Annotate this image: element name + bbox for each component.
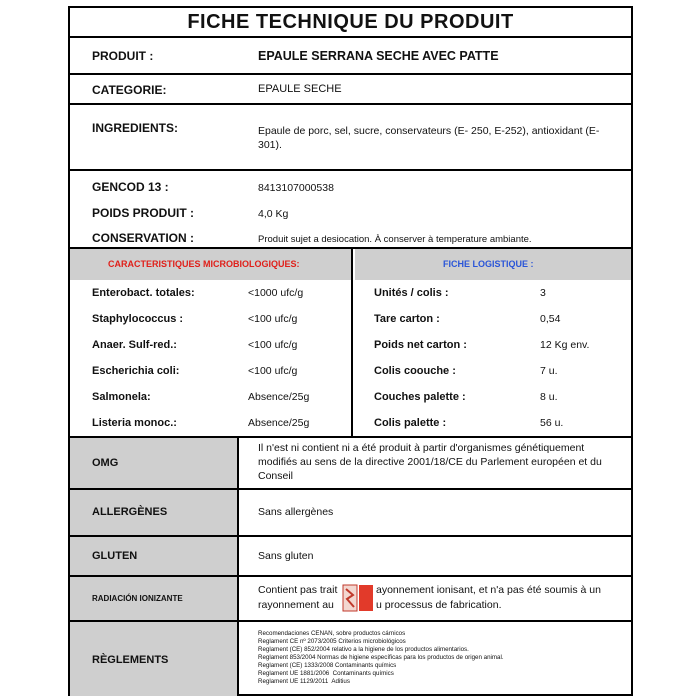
reglements-line: Reglament UE 1129/2011 Aditius	[258, 678, 350, 685]
sheet-title: FICHE TECHNIQUE DU PRODUIT	[70, 8, 631, 38]
row-identification	[70, 171, 631, 249]
logistique-row-value: 8 u.	[540, 391, 558, 403]
micro-row-label: Listeria monoc.:	[92, 417, 177, 429]
micro-row-value: Absence/25g	[248, 391, 310, 403]
irradiation-warning-icon	[341, 583, 375, 613]
micro-header: CARACTERISTIQUES MICROBIOLOGIQUES:	[108, 259, 300, 269]
ingredients-line2: 301).	[258, 139, 282, 151]
reglements-line: Reglament CE nº 2073/2005 Criterios microbiológicos	[258, 638, 406, 645]
reglements-label: RÈGLEMENTS	[92, 654, 169, 666]
logistique-row-value: 12 Kg env.	[540, 339, 590, 351]
categorie-value: EPAULE SECHE	[258, 83, 342, 95]
allergenes-label: ALLERGÈNES	[92, 506, 168, 518]
conservation-label: CONSERVATION :	[92, 231, 195, 245]
radiacion-line1b: ayonnement ionisant, et n'a pas été soumis à un	[376, 584, 601, 596]
omg-line1: Il n'est ni contient ni a été produit à partir d'organismes génétiquement	[258, 442, 585, 454]
radiacion-line1a: Contient pas trait	[258, 584, 338, 596]
radiacion-label: RADIACIÓN IONIZANTE	[92, 594, 183, 603]
poids-value: 4,0 Kg	[258, 208, 289, 220]
radiacion-line2a: rayonnement au	[258, 599, 334, 611]
ingredients-label: INGREDIENTS:	[92, 121, 179, 135]
gencod-label: GENCOD 13 :	[92, 180, 169, 194]
row-micro-logistique	[70, 249, 631, 438]
conservation-value: Produit sujet a desiocation. À conserver à temperature ambiante.	[258, 234, 532, 245]
micro-row-value: Absence/25g	[248, 417, 310, 429]
micro-row-label: Salmonela:	[92, 391, 151, 403]
gluten-value: Sans gluten	[258, 550, 314, 562]
logistique-row-label: Colis palette :	[374, 417, 447, 429]
micro-row-label: Anaer. Sulf-red.:	[92, 339, 177, 351]
omg-label: OMG	[92, 457, 119, 469]
produit-value: EPAULE SERRANA SECHE AVEC PATTE	[258, 49, 499, 63]
radiacion-line2b: u processus de fabrication.	[376, 599, 502, 611]
logistique-row-value: 7 u.	[540, 365, 558, 377]
row-omg	[70, 438, 631, 490]
reglements-line: Recomendaciones CENAN, sobre productos cárnicos	[258, 630, 406, 637]
row-produit	[70, 38, 631, 75]
logistique-row-value: 56 u.	[540, 417, 564, 429]
logistique-row-label: Poids net carton :	[374, 339, 467, 351]
reglements-line: Reglament 853/2004 Normas de higiene específicas para los productos de origen animal.	[258, 654, 504, 661]
row-reglements	[70, 622, 631, 696]
reglements-line: Reglament (CE) 1333/2008 Contaminants químics	[258, 662, 397, 669]
micro-row-value: <1000 ufc/g	[248, 287, 304, 299]
micro-row-value: <100 ufc/g	[248, 365, 298, 377]
micro-row-label: Staphylococcus :	[92, 313, 184, 325]
product-sheet	[68, 6, 633, 696]
reglements-line: Reglament (CE) 852/2004 relativo a la higiene de los productos alimentarios.	[258, 646, 469, 653]
column-divider	[351, 249, 353, 436]
gencod-value: 8413107000538	[258, 182, 334, 194]
logistique-row-label: Colis coouche :	[374, 365, 456, 377]
row-categorie	[70, 75, 631, 105]
poids-label: POIDS PRODUIT :	[92, 206, 195, 220]
omg-line3: Conseil	[258, 470, 294, 482]
gluten-label: GLUTEN	[92, 550, 138, 562]
logistique-row-label: Tare carton :	[374, 313, 440, 325]
row-gluten	[70, 537, 631, 577]
logistique-header: FICHE LOGISTIQUE :	[443, 259, 534, 269]
micro-row-label: Escherichia coli:	[92, 365, 180, 377]
categorie-label: CATEGORIE:	[92, 83, 167, 97]
logistique-row-value: 0,54	[540, 313, 561, 325]
logistique-row-label: Couches palette :	[374, 391, 466, 403]
row-ingredients	[70, 105, 631, 171]
row-radiacion	[70, 577, 631, 622]
micro-row-value: <100 ufc/g	[248, 313, 298, 325]
allergenes-value: Sans allergènes	[258, 506, 334, 518]
logistique-row-label: Unités / colis :	[374, 287, 449, 299]
micro-row-value: <100 ufc/g	[248, 339, 298, 351]
reglements-line: Reglament UE 1881/2006 Contaminants químics	[258, 670, 394, 677]
produit-label: PRODUIT :	[92, 49, 154, 63]
row-allergenes	[70, 490, 631, 537]
ingredients-line1: Epaule de porc, sel, sucre, conservateurs (E- 250, E-252), antioxidant (E-	[258, 125, 600, 137]
logistique-row-value: 3	[540, 287, 546, 299]
omg-line2: modifiés au sens de la directive 2001/18/CE du Parlement européen et du	[258, 456, 602, 468]
micro-row-label: Enterobact. totales:	[92, 287, 195, 299]
